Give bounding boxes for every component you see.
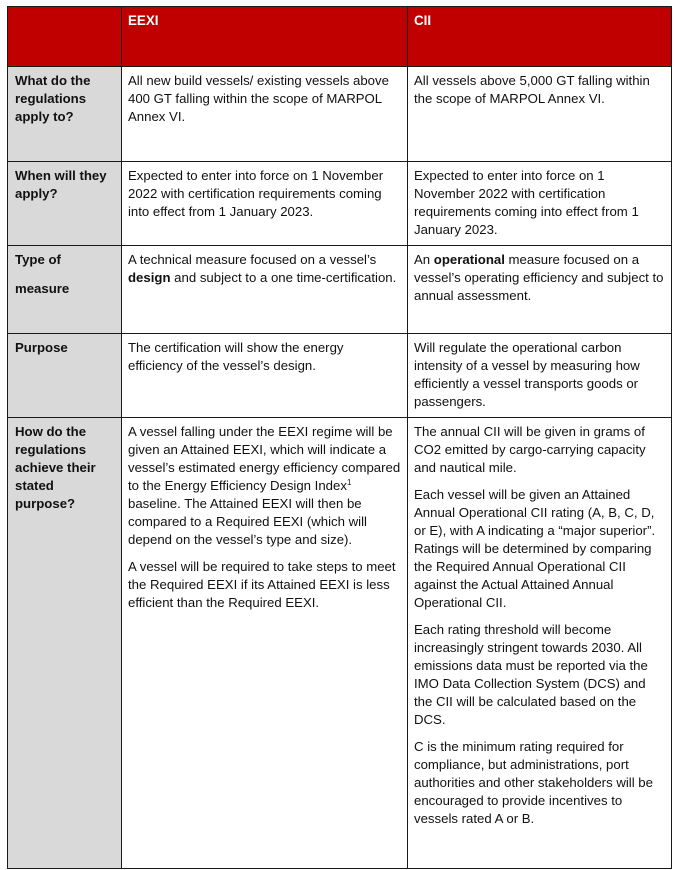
footnote-marker: 1 xyxy=(346,478,352,487)
row-label-purpose: Purpose xyxy=(8,334,122,418)
comparison-table xyxy=(7,6,672,869)
table-row xyxy=(8,334,672,418)
eexi-scope: All new build vessels/ existing vessels above 400 GT falling within the scope of MARPOL Annex VI. xyxy=(122,67,408,162)
table-row xyxy=(8,418,672,869)
table-row xyxy=(8,67,672,162)
cii-type: An operational measure focused on a vessel’s operating efficiency and subject to annual assessment. xyxy=(408,246,672,334)
table-row xyxy=(8,246,672,334)
table-row xyxy=(8,162,672,246)
header-cii xyxy=(408,7,672,67)
eexi-method xyxy=(122,418,408,869)
header-eexi xyxy=(122,7,408,67)
eexi-timing: Expected to enter into force on 1 November 2022 with certification requirements coming into effect from 1 January 2023. xyxy=(122,162,408,246)
header-row xyxy=(8,7,672,67)
eexi-type: A technical measure focused on a vessel’s design and subject to a one time-certification. xyxy=(122,246,408,334)
cii-method-para-3: Each rating threshold will become increasingly stringent towards 2030. All emissions data must be reported via the IMO Data Collection System (DCS) and the CII will be calculated based on the DCS. xyxy=(414,622,648,727)
header-eexi-label: EEXI xyxy=(128,13,159,28)
header-label-cell xyxy=(8,7,122,67)
cii-method xyxy=(408,418,672,869)
row-label-timing: When will they apply? xyxy=(8,162,122,246)
row-label-type: Type of measure xyxy=(8,246,122,334)
row-label-method: How do the regulations achieve their stated purpose? xyxy=(8,418,122,869)
cii-method-para-2: Each vessel will be given an Attained Annual Operational CII rating (A, B, C, D, or E), with A indicating a “major superior”. Ratings will be determined by comparing the Required Annual Operational CII against the Actual Attained Annual Operational CII. xyxy=(414,487,656,610)
eexi-method-para-2: A vessel will be required to take steps to meet the Required EEXI if its Attained EEXI is less efficient than the Required EEXI. xyxy=(128,559,396,610)
header-cii-label: CII xyxy=(414,13,432,28)
eexi-method-para-1: A vessel falling under the EEXI regime will be given an Attained EEXI, which will indicate a vessel’s estimated energy efficiency compared to the Energy Efficiency Design Index$^1$ baseline. The Attained EEXI will then be compared to a Required EEXI (which will depend on the vessel’s type and size). xyxy=(128,424,401,547)
eexi-purpose: The certification will show the energy efficiency of the vessel’s design. xyxy=(122,334,408,418)
cii-timing: Expected to enter into force on 1 November 2022 with certification requirements coming into effect from 1 January 2023. xyxy=(408,162,672,246)
cii-method-para-4: C is the minimum rating required for compliance, but administrations, port authorities and other stakeholders will be encouraged to provide incentives to vessels rated A or B. xyxy=(414,739,653,826)
cii-method-para-1: The annual CII will be given in grams of CO2 emitted by cargo-carrying capacity and nautical mile. xyxy=(414,424,646,475)
cii-scope: All vessels above 5,000 GT falling within the scope of MARPOL Annex VI. xyxy=(408,67,672,162)
cii-purpose: Will regulate the operational carbon intensity of a vessel by measuring how efficiently a vessel transports goods or passengers. xyxy=(408,334,672,418)
row-label-scope: What do the regulations apply to? xyxy=(8,67,122,162)
